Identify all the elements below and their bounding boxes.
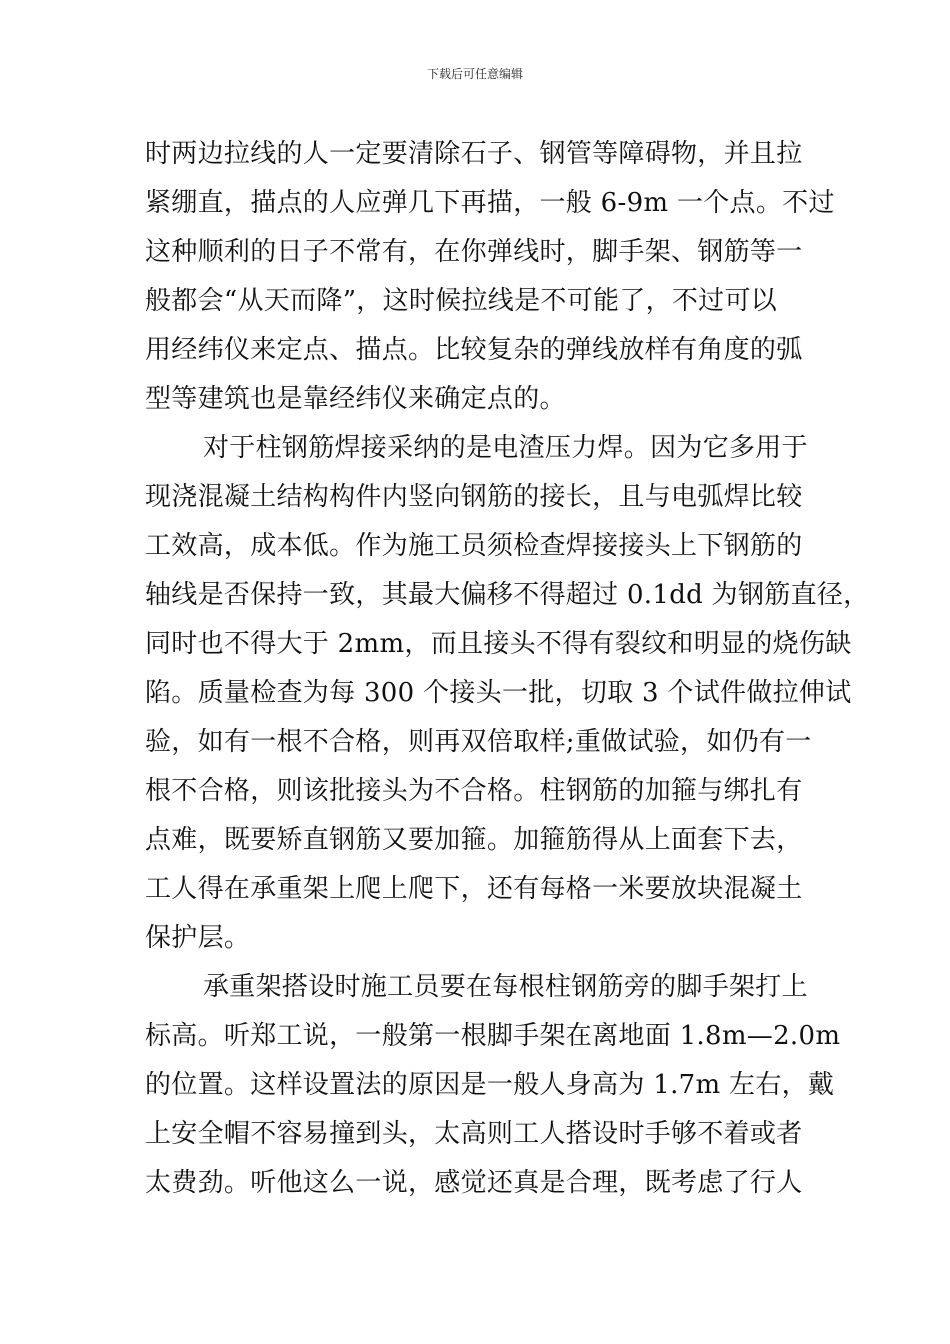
text-line: 陷。质量检查为每 300 个接头一批，切取 3 个试件做拉伸试 <box>145 678 852 708</box>
text-line: 型等建筑也是靠经纬仪来确定点的。 <box>145 384 566 414</box>
paragraph-2 <box>145 424 870 963</box>
text-line: 同时也不得大于 2mm，而且接头不得有裂纹和明显的烧伤缺 <box>145 629 852 659</box>
text-line: 的位置。这样设置法的原因是一般人身高为 1.7m 左右，戴 <box>145 1070 835 1100</box>
text-line: 现浇混凝土结构构件内竖向钢筋的接长，且与电弧焊比较 <box>145 482 803 512</box>
paragraph-1 <box>145 130 835 424</box>
text-line: 对于柱钢筋焊接采纳的是电渣压力焊。因为它多用于 <box>203 433 808 463</box>
text-line: 这种顺利的日子不常有，在你弹线时，脚手架、钢筋等一 <box>145 237 803 267</box>
text-line: 紧绷直，描点的人应弹几下再描，一般 6-9m 一个点。不过 <box>145 188 835 218</box>
document-body <box>145 130 870 1208</box>
text-line: 验，如有一根不合格，则再双倍取样;重做试验，如仍有一 <box>145 727 812 757</box>
text-line: 工效高，成本低。作为施工员须检查焊接接头上下钢筋的 <box>145 531 803 561</box>
text-line: 上安全帽不容易撞到头，太高则工人搭设时手够不着或者 <box>145 1119 803 1149</box>
text-line: 用经纬仪来定点、描点。比较复杂的弹线放样有角度的弧 <box>145 335 803 365</box>
text-line: 点难，既要矫直钢筋又要加箍。加箍筋得从上面套下去， <box>145 825 803 855</box>
text-line: 工人得在承重架上爬上爬下，还有每格一米要放块混凝土 <box>145 874 803 904</box>
text-line: 承重架搭设时施工员要在每根柱钢筋旁的脚手架打上 <box>203 972 808 1002</box>
text-line: 标高。听郑工说，一般第一根脚手架在离地面 1.8m—2.0m <box>145 1021 841 1051</box>
text-line: 般都会“从天而降”，这时候拉线是不可能了，不过可以 <box>145 286 778 316</box>
text-line: 根不合格，则该批接头为不合格。柱钢筋的加箍与绑扎有 <box>145 776 803 806</box>
text-line: 太费劲。听他这么一说，感觉还真是合理，既考虑了行人 <box>145 1168 803 1198</box>
text-line: 时两边拉线的人一定要清除石子、钢管等障碍物，并且拉 <box>145 139 803 169</box>
paragraph-3 <box>145 963 841 1208</box>
text-line: 轴线是否保持一致，其最大偏移不得超过 0.1dd 为钢筋直径， <box>145 580 870 610</box>
text-line: 保护层。 <box>145 923 251 953</box>
page-header: 下载后可任意编辑 <box>426 67 523 81</box>
